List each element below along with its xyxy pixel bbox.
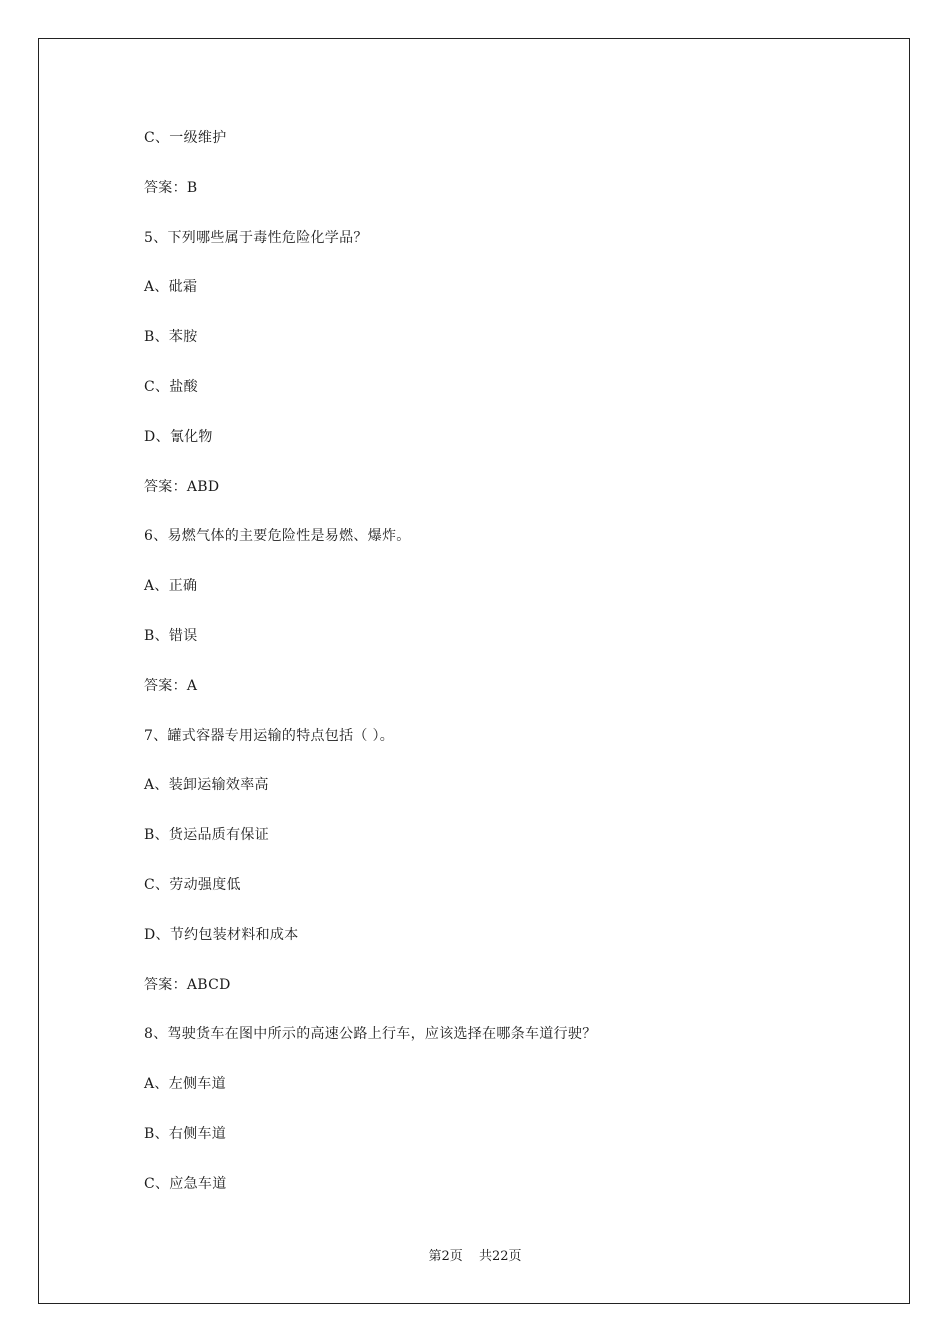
- total-pages: 共22页: [478, 1249, 522, 1264]
- option-b-q8: B、右侧车道: [144, 1125, 227, 1142]
- option-a-q6: A、正确: [144, 578, 198, 595]
- question-8: 8、驾驶货车在图中所示的高速公路上行车，应该选择在哪条车道行驶？: [144, 1026, 597, 1043]
- option-c-q7: C、劳动强度低: [144, 876, 241, 893]
- option-c-q5: C、盐酸: [144, 378, 198, 395]
- question-5: 5、下列哪些属于毒性危险化学品？: [144, 229, 368, 246]
- answer-q7: 答案：ABCD: [144, 976, 231, 993]
- document-body: [144, 126, 844, 1222]
- question-7: 7、罐式容器专用运输的特点包括（ ）。: [144, 727, 395, 744]
- page-number: 第2页: [428, 1249, 463, 1264]
- question-6: 6、易燃气体的主要危险性是易燃、爆炸。: [144, 528, 411, 545]
- answer-q6: 答案：A: [144, 677, 198, 694]
- option-b-q6: B、错误: [144, 627, 198, 644]
- option-c-q4: C、一级维护: [144, 130, 227, 146]
- answer-q4: 答案：B: [144, 179, 198, 196]
- option-a-q8: A、左侧车道: [144, 1076, 226, 1093]
- answer-q5: 答案：ABD: [144, 478, 220, 495]
- option-d-q5: D、氰化物: [144, 428, 213, 445]
- option-a-q5: A、砒霜: [144, 279, 198, 296]
- option-d-q7: D、节约包装材料和成本: [144, 926, 299, 943]
- option-b-q5: B、苯胺: [144, 329, 198, 346]
- page-footer: [0, 1247, 950, 1267]
- option-c-q8: C、应急车道: [144, 1175, 227, 1192]
- option-b-q7: B、货运品质有保证: [144, 827, 269, 844]
- option-a-q7: A、装卸运输效率高: [144, 777, 269, 794]
